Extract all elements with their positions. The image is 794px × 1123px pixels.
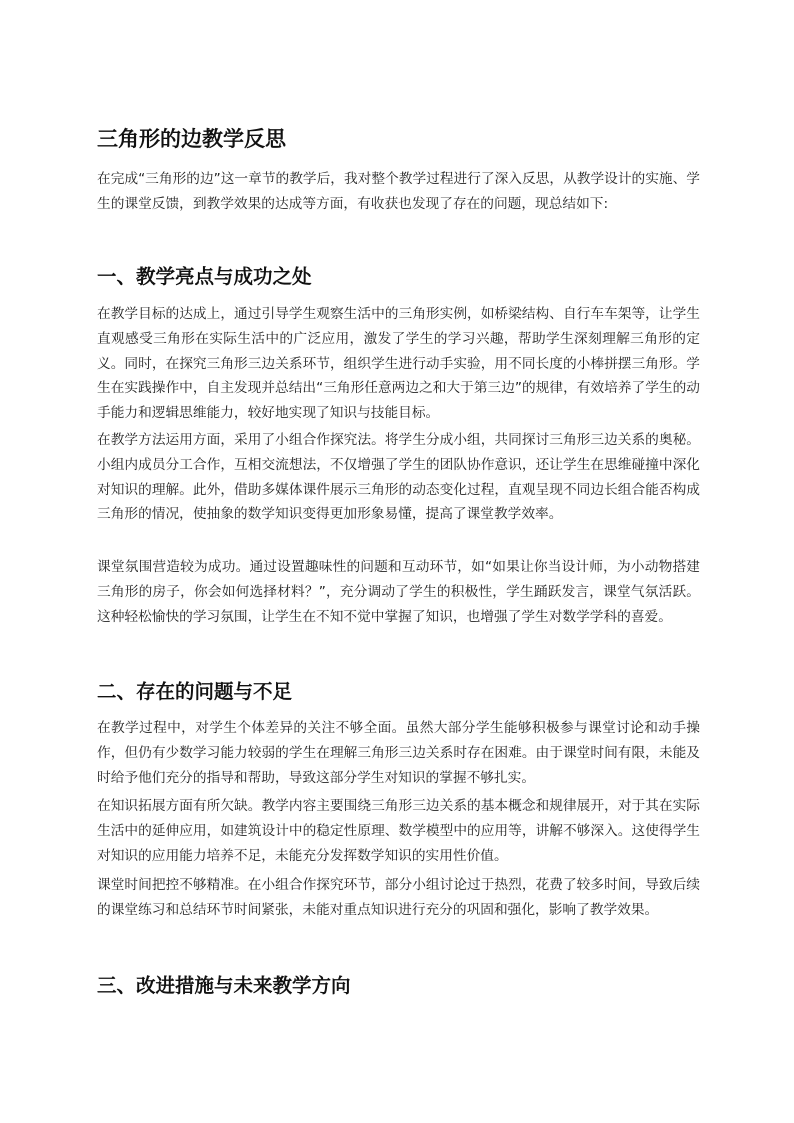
section-1-paragraph-2: 在教学方法运用方面，采用了小组合作探究法。将学生分成小组，共同探讨三角形三边关系的奥秘。小组内成员分工合作，互相交流想法，不仅增强了学生的团队协作意识，还让学生在思维碰撞中深化对知识的理解。此外，借助多媒体课件展示三角形的动态变化过程，直观呈现不同边长组合能否构成三角形的情况，使抽象的数学知识变得更加形象易懂，提高了课堂教学效率。 (97, 432, 700, 523)
intro-paragraph: 在完成“三角形的边”这一章节的教学后，我对整个教学过程进行了深入反思，从教学设计的实施、学生的课堂反馈，到教学效果的达成等方面，有收获也发现了存在的问题，现总结如下: (97, 171, 700, 212)
section-heading-3: 三、改进措施与未来教学方向 (97, 974, 351, 997)
section-1-paragraph-3: 课堂氛围营造较为成功。通过设置趣味性的问题和互动环节，如“如果让你当设计师，为小动物搭建三角形的房子，你会如何选择材料？”，充分调动了学生的积极性，学生踊跃发言，课堂气氛活跃。这种轻松愉快的学习氛围，让学生在不知不觉中掌握了知识，也增强了学生对数学学科的喜爱。 (97, 559, 700, 625)
section-1-paragraph-1: 在教学目标的达成上，通过引导学生观察生活中的三角形实例，如桥梁结构、自行车车架等，让学生直观感受三角形在实际生活中的广泛应用，激发了学生的学习兴趣，帮助学生深刻理解三角形的定义。同时，在探究三角形三边关系环节，组织学生进行动手实验，用不同长度的小棒拼摆三角形。学生在实践操作中，自主发现并总结出“三角形任意两边之和大于第三边”的规律，有效培养了学生的动手能力和逻辑思维能力，较好地实现了知识与技能目标。 (97, 306, 700, 422)
section-2-paragraph-3: 课堂时间把控不够精准。在小组合作探究环节，部分小组讨论过于热烈，花费了较多时间，导致后续的课堂练习和总结环节时间紧张，未能对重点知识进行充分的巩固和强化，影响了教学效果。 (97, 877, 700, 918)
section-heading-2: 二、存在的问题与不足 (97, 680, 293, 703)
section-2-paragraph-1: 在教学过程中，对学生个体差异的关注不够全面。虽然大部分学生能够积极参与课堂讨论和动手操作，但仍有少数学习能力较弱的学生在理解三角形三边关系时存在困难。由于课堂时间有限，未能及时给予他们充分的指导和帮助，导致这部分学生对知识的掌握不够扎实。 (97, 720, 700, 786)
document-title: 三角形的边教学反思 (97, 127, 286, 151)
section-2-paragraph-2: 在知识拓展方面有所欠缺。教学内容主要围绕三角形三边关系的基本概念和规律展开，对于其在实际生活中的延伸应用，如建筑设计中的稳定性原理、数学模型中的应用等，讲解不够深入。这使得学生对知识的应用能力培养不足，未能充分发挥数学知识的实用性价值。 (97, 798, 700, 864)
section-heading-1: 一、教学亮点与成功之处 (97, 265, 312, 288)
